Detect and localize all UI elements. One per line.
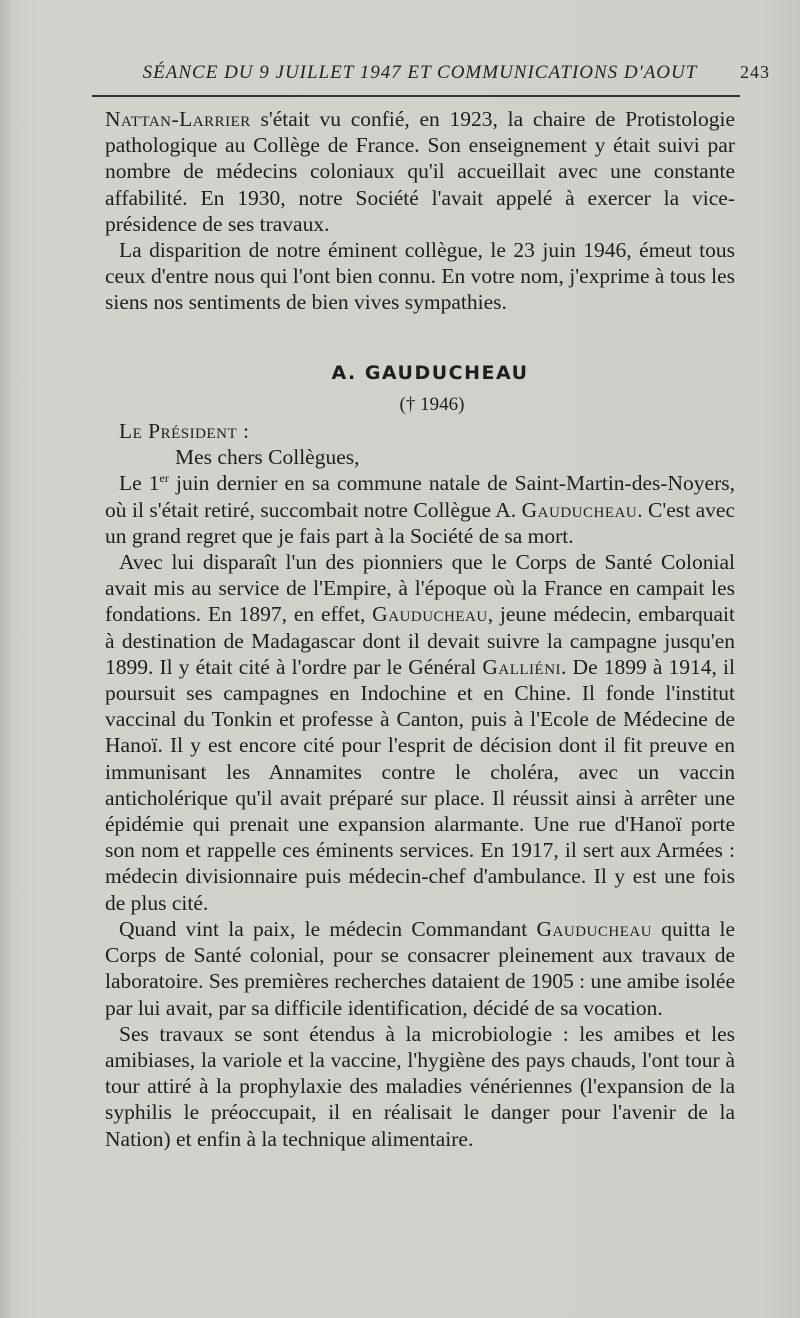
- obituary-paragraph-3: [105, 916, 735, 1021]
- page-body: [105, 106, 735, 1152]
- intro-paragraph-2: La disparition de notre éminent collègue, le 23 juin 1946, émeut tous ceux d'entre nous qui l'ont bien connu. En votre nom, j'exprime à tous les siens nos sentiments de bien vives sympathies.: [105, 238, 735, 315]
- running-header: [100, 62, 770, 84]
- intro-paragraph-1: [105, 106, 735, 237]
- person-name: Nattan-Larrier: [105, 107, 251, 131]
- person-name: Gauducheau: [536, 916, 653, 941]
- paragraph-text: s'était vu confié, en 1923, la chaire de Protistologie pathologique au Collège de France. Son enseignement y était suivi par nombre de médecins coloniaux qu'il accueillait avec une constante affabilité. En 1930, notre Société l'avait appelé à exercer la vice-présidence de ses travaux.: [105, 107, 735, 236]
- header-rule: [92, 95, 740, 97]
- paragraph-text: . C'est avec un grand regret que je fais part à la Société de sa mort.: [105, 497, 735, 548]
- superscript: er: [159, 471, 169, 486]
- running-title: SÉANCE DU 9 JUILLET 1947 ET COMMUNICATIONS D'AOUT: [142, 62, 698, 83]
- obituary-paragraph-2: [105, 549, 735, 916]
- page-number: 243: [740, 62, 770, 82]
- person-name: Galliéni: [482, 654, 562, 679]
- obituary-title: A. GAUDUCHEAU: [331, 361, 529, 384]
- paragraph-text: Le 1: [119, 471, 160, 496]
- speaker-label-text: Le Président :: [119, 419, 250, 444]
- obituary-paragraph-4: Ses travaux se sont étendus à la microbiologie : les amibes et les amibiases, la variole et la vaccine, l'hygiène des pays chauds, l'ont tour à tour attiré à la prophylaxie des maladies vénériennes (l'expansion de la syphilis le préoccupait, il en réalisait le danger pour l'avenir de la Nation) et enfin à la technique alimentaire.: [105, 1021, 735, 1151]
- speaker-label: [105, 418, 735, 444]
- obituary-dates: († 1946): [399, 393, 465, 415]
- paragraph-text: , jeune médecin, embarquait à destination de Madagascar dont il devait suivre la campagne jusqu'en 1899. Il y était cité à l'ordre par le Général: [105, 602, 736, 679]
- salutation: Mes chers Collègues,: [175, 445, 360, 470]
- paragraph-text: quitta le Corps de Santé colonial, pour se consacrer pleinement aux travaux de laboratoire. Ses premières recherches dataient de 1905 : une amibe isolée par lui avait, par sa difficile identification, décidé de sa vocation.: [105, 916, 735, 1020]
- paragraph-text: Quand vint la paix, le médecin Commandant: [119, 916, 537, 941]
- obituary-paragraph-1: [105, 470, 735, 549]
- paragraph-text: juin dernier en sa commune natale de Saint-Martin-des-Noyers, où il s'était retiré, succombait notre Collègue A.: [105, 471, 735, 522]
- paragraph-text: . De 1899 à 1914, il poursuit ses campagnes en Indochine et en Chine. Il fonde l'institut vaccinal du Tonkin et professe à Canton, puis à l'Ecole de Médecine de Hanoï. Il y est encore cité pour l'esprit de décision dont il fit preuve en immunisant les Annamites contre le choléra, avec un vaccin anticholérique qu'il avait préparé sur place. Il réussit ainsi à arrêter une épidémie qui prenait une expansion alarmante. Une rue d'Hanoï porte son nom et rappelle ces éminents services. En 1917, il sert aux Armées : médecin divisionnaire puis médecin-chef d'ambulance. Il y est une fois de plus cité.: [105, 654, 735, 915]
- person-name: Gauducheau: [372, 602, 488, 627]
- person-name: Gauducheau: [521, 497, 638, 522]
- paragraph-text: Avec lui disparaît l'un des pionniers que le Corps de Santé Colonial avait mis au service de l'Empire, à l'époque où la France en campait les fondations. En 1897, en effet,: [105, 550, 735, 627]
